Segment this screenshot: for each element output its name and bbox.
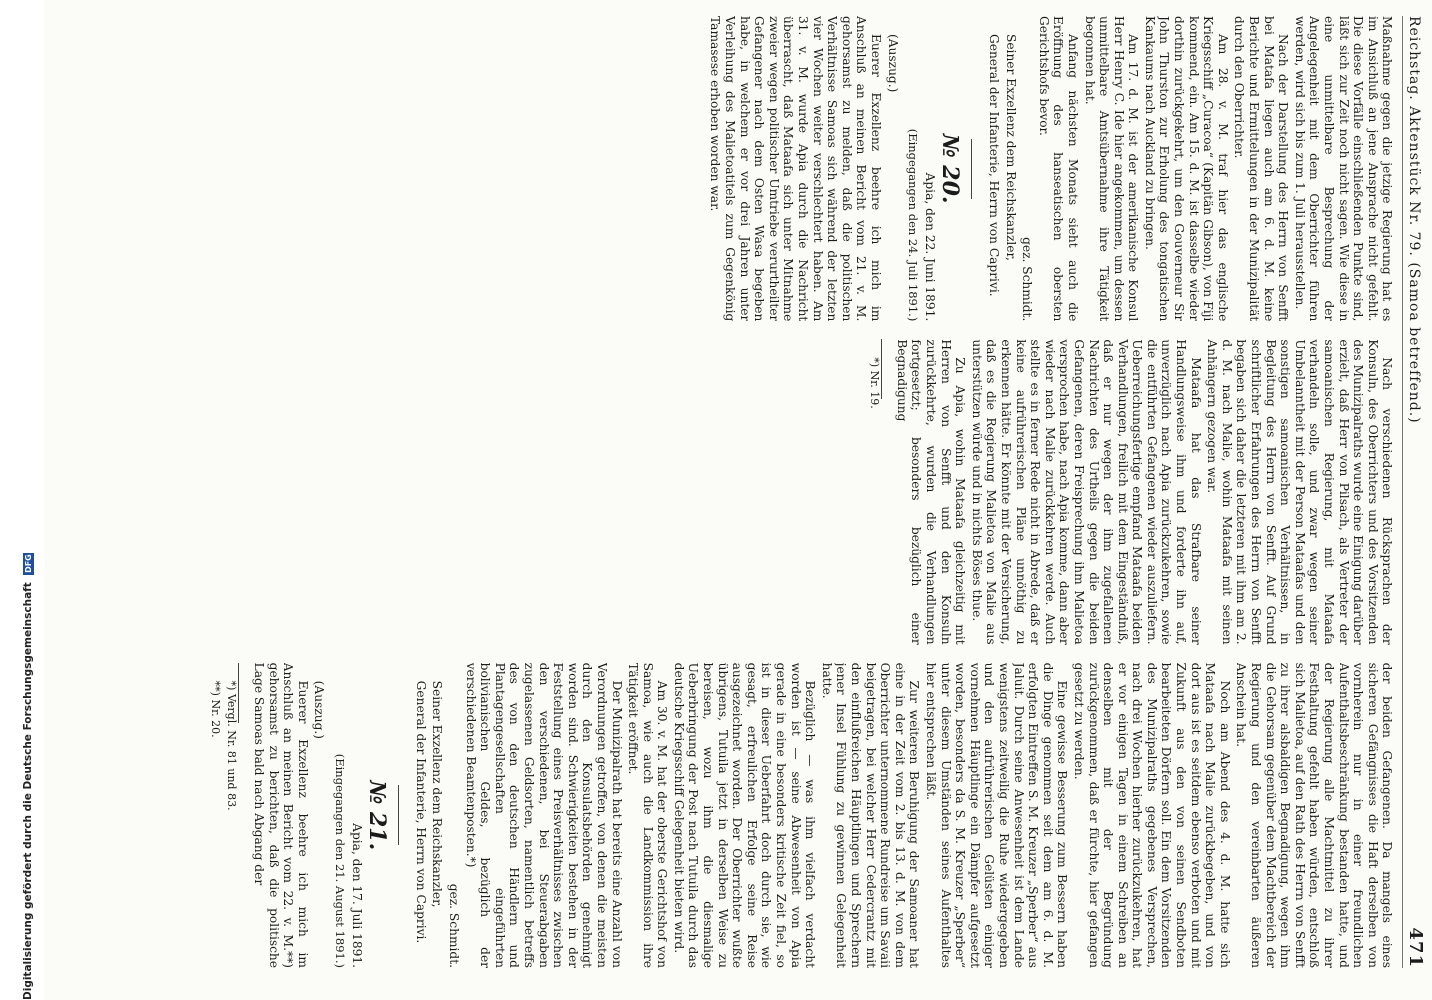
paragraph: Noch am Abend des 4. d. M. hatte sich Mataafa nach Malie zurückbegeben, und von dort aus ist es seitdem ebenso verboten und mit Zukunft aus den von seinen Sendboten bearbeiteten Dörfern soll. Ein dem Vorsitzenden des Munizipalraths gegebenes Versprechen, nach drei Wochen hierher zurückzukehren, hat er vor einigen Tagen in einem Schreiben an denselben mit der Begründung zurückgenommen, daß er fürchte, hier gefangen gesetzt zu werden. — [1071, 662, 1232, 968]
paragraph: Mataafa hat das Strafbare seiner Handlungsweise ihm und forderte ihn auf, unverzüglich nach Apia zurückzukehren, sowie die entführten Gefangenen wieder auszuliefern. Ueberreichungsfertige empfand Mataafa beiden Verhandlungen, freilich mit dem Eingeständniß, daß er nur wegen der ihm zugefallenen Nachrichten des Urtheils gegen die beiden Gefangenen, deren Freisprechung ihm Malietoa versprochen habe, nach Apia komme, dann aber wieder nach Malie zurückkehren werde. Auch stellte es in ferner Rede nicht in Abrede, daß er keine aufrührerischen Pläne unnöthig zu erkennen hätte. Er könnte mit der Versicherung, daß es die Regierung Malietoa von Malie aus unterstützen würde und in nichts Böses thue. — [969, 339, 1203, 645]
column-1 — [134, 16, 1394, 321]
document-number: № 21. — [364, 780, 391, 851]
paragraph: Der Munizipalrath hat bereits eine Anzahl von Verordnungen getroffen, von denen die meisten durch den Konsulatsbehörden genehmigt worden sind. Schwierigkeiten bestehen in der Feststellung eines Preisverhältnisses zwischen den verschiedenen, bei Steuerabgaben zugelassenen Geldsorten, namentlich betreffs des von den deutschen Händlern und Plantagengesellschaften eingeführten bolivianischen Geldes, bezüglich der verschiedenen Beamtenposten.*) — [463, 662, 624, 968]
paragraph: Nach der Darstellung des Herrn von Senfft bei Matafa liegen auch am 6. d. M. keine Berichte und Ermittelungen in der Munizipalität durch den Oberrichter. — [1232, 16, 1291, 322]
paragraph: Euerer Exzellenz beehre ich mich im Anschluß an meinen Bericht vom 22. v. M.**) gehorsamst zu berichten, daß die politische Lage Samoas bald nach Abgang der — [252, 662, 310, 968]
paragraph: Eine gewisse Besserung zum Bessern haben die Dinge genommen seit dem am 6. d. M. erfolgten Eintreffen S. M. Kreuzer „Sperber“ aus Jaluit. Durch seine Anwesenheit ist dem Lande wenigstens zeitweilig die Ruhe wiedergegeben und den aufrührerischen Gelüsten einiger vornehmen Häuptlinge ein Dämpfer aufgesetzt worden, besonders da S. M. Kreuzer „Sperber“ unter diesem Umständen seines Aufenthaltes hier entsprechen läßt. — [924, 662, 1070, 968]
document-number: № 20. — [937, 133, 964, 204]
running-title: Reichstag. Aktenstück Nr. 79. (Samoa betreffend.) — [1406, 16, 1422, 424]
digitization-note — [22, 553, 34, 1000]
separator — [971, 139, 972, 199]
paragraph: Zu Apia, wohin Mataafa gleichzeitig mit Herren von Senfft und den Konsuln zurückkehrte, wurden die Verhandlungen fortgesetzt; besonders bezüglich einer Begnadigung — [894, 339, 968, 645]
paragraph: Bezüglich — was ihm vielfach verdacht worden ist — seine Abwesenheit von Apia gerade in eine besonders kritische Zeit fiel, so ist in dieser Ueberfahrt doch durch sie, wie gesagt, erfreulichen Erfolge seine Reise ausgezeichnet worden. Der Oberrichter wußte übrigens, Tutuila jetzt in derselben Weise zu bereisen, wozu ihm die diesmalige Ueberbringung der Post nach Tutuila durch das deutsche Kriegsschiff Gelegenheit bieten wird. — [671, 662, 818, 968]
digitization-strip — [0, 0, 44, 1000]
dateline: Apia, den 17. Juli 1891. — [349, 823, 364, 968]
addressee: Seiner Exzellenz dem Reichskanzler, — [1003, 34, 1018, 261]
digitization-note-text: Digitalisierung gefördert durch die Deutsche Forschungsgemeinschaft — [22, 582, 34, 1000]
paragraph: Am 28. v. M. traf hier das englische Kriegsschiff „Curacoa“ (Kapitän Gibson), von Fiji kommend, ein. Am 15. d. M. ist dasselbe wieder dorthin zurückgekehrt, um den Gouverneur Sir John Thurston zur Erholung des tongatischen Kankaums nach Auckland zu bringen. — [1142, 16, 1230, 322]
paragraph: Am 17. d. M. ist der amerikanische Konsul Herr Henry C. Ide hier angekommen, um dessen unmittelbare Amtsübernahme ihre Tätigkeit begonnen hat. — [1082, 16, 1141, 322]
footnote: *) Vergl. Nr. 81 und 83. — [225, 680, 239, 811]
paragraph: Am 30. v. M. hat der oberste Gerichtshof von Samoa, wie auch die Landkommission ihre Tätigkeit eröffnet. — [626, 662, 670, 968]
page-header — [1402, 16, 1426, 968]
addressee: General der Infanterie, Herrn von Caprivi. — [986, 34, 1001, 297]
excerpt-label: (Auszug.) — [312, 680, 327, 740]
paragraph: Euerer Exzellenz beehre ich mich im Anschluß an meinen Bericht vom 21. v. M. gehorsamst zu melden, daß die politischen Verhältnisse Samoas sich während der letzten vier Wochen weiter verschlechtert haben. Am 31. v. M. wurde Apia durch die Nachricht überrascht, daß Mataafa sich unter Mitnahme zweier wegen politischer Umtriebe verurtheilter Gefangener nach dem Osten Wasa begeben habe, in welchem er vor drei Jahren unter Verleihung des Malietoatitels zum Gegenkönig Tamasese erhoben worden war. — [708, 16, 883, 322]
page-number: 471 — [1405, 927, 1426, 968]
paragraph: Nach verschiedenen Rücksprachen der Konsuln, des Oberrichters und des Vorsitzenden des Munizipalraths wurde eine Einigung darüber erzielt, daß Herr von Pilsach, als Vertreter der samoanischen Regierung, mit Mataafa verhandeln solle, und zwar wegen seiner Umbelanntheit mit der Person Mataafas und den sonstigen samoanischen Verhältnissen, in Begleitung des Herrn von Senfft. Auf Grund schriftlicher Erfahrungen des Herrn von Senfft begaben sich daher die letzteren mit ihm am 2. d. M. nach Malie, wohin Mataafa mit seinen Anhängern gezogen war. — [1205, 339, 1395, 645]
text-columns — [134, 16, 1394, 968]
signature: gez. Schmidt. — [447, 883, 461, 968]
separator — [398, 785, 399, 845]
signature: gez. Schmidt. — [1020, 237, 1035, 322]
paragraph: Maßnahme gegen die jetzige Regierung hat es im Ansichluß an jene Ansprache nicht gefehlt. Die diese Vorfälle einschließenden Punkte sind, läßt sich zur Zeit noch nicht sagen. Wie diese in eine unmittelbare Besprechung der Angelegenheit mit dem Oberrichter führen werden, wird sich bis zum 1. Juli herausstellen. — [1292, 16, 1395, 322]
footnote: **) Nr. 20. — [208, 680, 222, 738]
dateline: Apia, den 22. Juni 1891. — [922, 172, 937, 322]
dfg-logo: DFG — [24, 554, 33, 573]
addressee: Seiner Exzellenz dem Reichskanzler, — [430, 680, 445, 908]
paragraph: Anfang nächsten Monats sieht auch die Eröffnung des hanseatischen obersten Gerichtshofs bevor. — [1036, 16, 1080, 322]
paragraph: der beiden Gefangenen. Da mangels eines sicheren Gefängnisses die Haft derselben von vornherein nur in einer freundlichen Aufenthaltsbeschränkung bestanden hatte, und der Regierung alle Machtmittel zu ihrer Festhaltung gefehlt haben würden, entschloß sich Malietoa, auf den Rath des Herrn von Senfft zu ihrer alsbaldigen Begnadigung, wegen ihm die Gehorsam gegenüber dem Machtbereich der Regierung und den vereinbarten äußeren Anschein hat. — [1234, 662, 1395, 968]
column-3 — [134, 663, 1394, 968]
addressee: General der Infanterie, Herrn von Caprivi. — [413, 680, 428, 944]
footnote: *) Nr. 19. — [868, 357, 882, 409]
received-date: (Eingegangen den 24. Juli 1891.) — [906, 128, 921, 322]
footnote-rule — [881, 339, 882, 399]
paragraph: Zur weiteren Beruhigung der Samoaner hat eine in der Zeit vom 2. bis 13. d. M. von dem Oberrichter unternommene Rundreise um Savaii beigetragen, bei welcher Herr Cedercrantz mit den einflußreichen Häuptlingen und Sprechern jener Insel Fühlung zu gewinnen Gelegenheit hatte. — [819, 662, 922, 968]
column-2 — [134, 339, 1394, 644]
excerpt-label: (Auszug.) — [885, 34, 900, 93]
rotated-page — [44, 0, 1432, 1000]
footnote-rule — [238, 663, 239, 723]
scanned-page — [44, 0, 1432, 1000]
received-date: (Eingegangen den 21. August 1891.) — [333, 753, 348, 968]
